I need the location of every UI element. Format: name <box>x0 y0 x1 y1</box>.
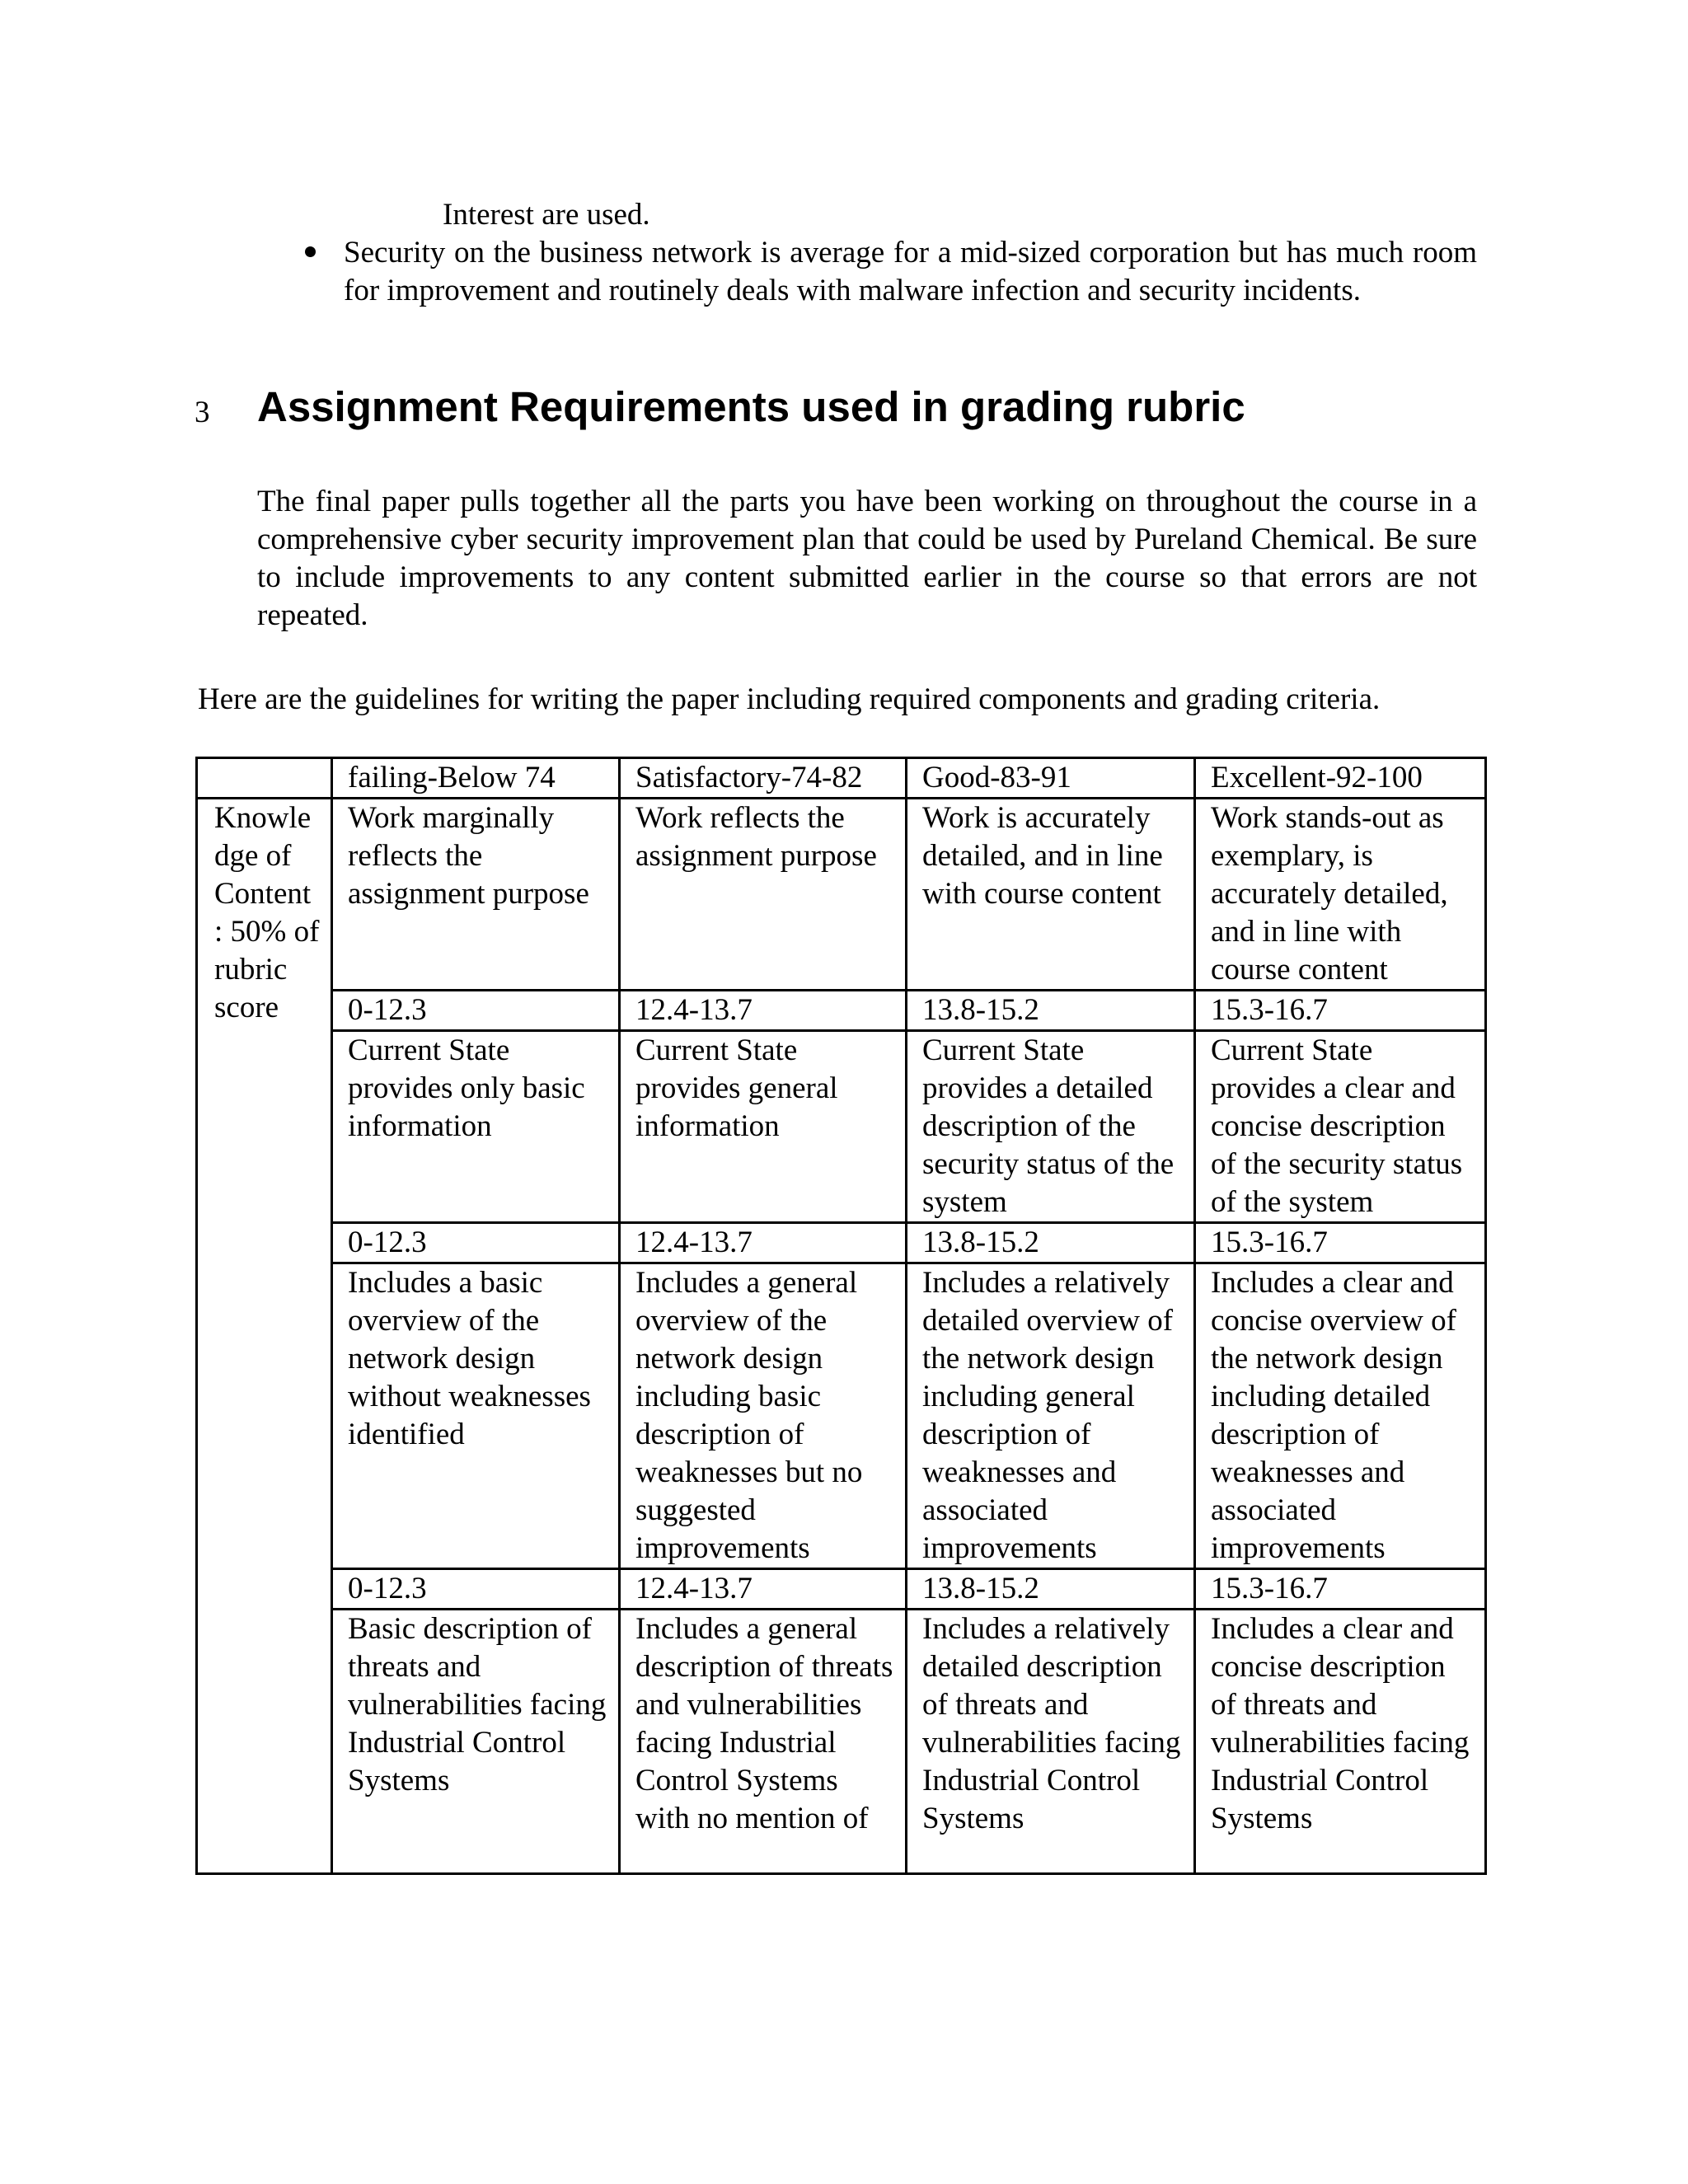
rubric-cell: Current State provides a clear and concise description of the security status of the system <box>1195 1031 1486 1223</box>
rubric-header-satisfactory: Satisfactory-74-82 <box>620 758 907 799</box>
rubric-score-cell: 0-12.3 <box>332 991 620 1031</box>
rubric-score-cell: 12.4-13.7 <box>620 991 907 1031</box>
section-heading: Assignment Requirements used in grading rubric <box>257 383 1245 430</box>
rubric-cell: Current State provides general information <box>620 1031 907 1223</box>
guidelines-paragraph: Here are the guidelines for writing the paper including required components and grading criteria. <box>198 682 1381 716</box>
grading-rubric-table <box>195 757 1487 1875</box>
bullet-text: Security on the business network is average for a mid-sized corporation but has much room for improvement and routinely deals with malware infection and security incidents. <box>344 236 1477 307</box>
rubric-cell: Current State provides a detailed description of the security status of the system <box>907 1031 1195 1223</box>
rubric-cell: Includes a relatively detailed description of threats and vulnerabilities facing Industrial Control Systems <box>907 1610 1195 1874</box>
rubric-criterion-label: Knowle dge of Content : 50% of rubric score <box>214 801 320 1024</box>
rubric-score-row <box>197 991 1486 1031</box>
section-number: 3 <box>195 396 210 429</box>
rubric-header-good: Good-83-91 <box>907 758 1195 799</box>
rubric-cell: Basic description of threats and vulnerabilities facing Industrial Control Systems <box>332 1610 620 1874</box>
rubric-header-failing: failing-Below 74 <box>332 758 620 799</box>
rubric-row <box>197 1263 1486 1569</box>
rubric-score-cell: 15.3-16.7 <box>1195 991 1486 1031</box>
rubric-cell: Work is accurately detailed, and in line with course content <box>907 799 1195 991</box>
rubric-score-cell: 0-12.3 <box>332 1223 620 1263</box>
bullet-continuation: Interest are used. <box>443 198 650 232</box>
rubric-row <box>197 1610 1486 1874</box>
rubric-criterion-cell <box>197 799 332 1874</box>
rubric-score-cell: 12.4-13.7 <box>620 1569 907 1610</box>
rubric-cell: Work marginally reflects the assignment purpose <box>332 799 620 991</box>
rubric-cell: Includes a basic overview of the network design without weaknesses identified <box>332 1263 620 1569</box>
rubric-cell: Includes a clear and concise description of threats and vulnerabilities facing Industrial Control Systems <box>1195 1610 1486 1874</box>
rubric-score-cell: 0-12.3 <box>332 1569 620 1610</box>
rubric-cell: Work stands-out as exemplary, is accurately detailed, and in line with course content <box>1195 799 1486 991</box>
rubric-score-cell: 13.8-15.2 <box>907 991 1195 1031</box>
rubric-score-cell: 12.4-13.7 <box>620 1223 907 1263</box>
rubric-score-row <box>197 1569 1486 1610</box>
bullet-icon <box>305 246 316 257</box>
intro-paragraph: The final paper pulls together all the parts you have been working on throughout the course in a comprehensive cyber security improvement plan that could be used by Pureland Chemical. Be sure to include improvements to any content submitted earlier in the course so that errors are not repeated. <box>257 485 1477 632</box>
rubric-row <box>197 1031 1486 1223</box>
rubric-cell: Includes a clear and concise overview of the network design including detailed description of weaknesses and associated improvements <box>1195 1263 1486 1569</box>
rubric-score-row <box>197 1223 1486 1263</box>
rubric-score-cell: 13.8-15.2 <box>907 1569 1195 1610</box>
rubric-cell: Current State provides only basic information <box>332 1031 620 1223</box>
rubric-cell: Includes a general overview of the network design including basic description of weaknesses but no suggested improvements <box>620 1263 907 1569</box>
rubric-cell: Includes a general description of threats and vulnerabilities facing Industrial Control Systems with no mention of <box>620 1610 907 1874</box>
rubric-corner-cell <box>197 758 332 799</box>
rubric-cell: Includes a relatively detailed overview of the network design including general description of weaknesses and associated improvements <box>907 1263 1195 1569</box>
rubric-score-cell: 13.8-15.2 <box>907 1223 1195 1263</box>
rubric-row <box>197 799 1486 991</box>
rubric-header-row <box>197 758 1486 799</box>
rubric-header-excellent: Excellent-92-100 <box>1195 758 1486 799</box>
rubric-score-cell: 15.3-16.7 <box>1195 1223 1486 1263</box>
rubric-score-cell: 15.3-16.7 <box>1195 1569 1486 1610</box>
rubric-cell: Work reflects the assignment purpose <box>620 799 907 991</box>
